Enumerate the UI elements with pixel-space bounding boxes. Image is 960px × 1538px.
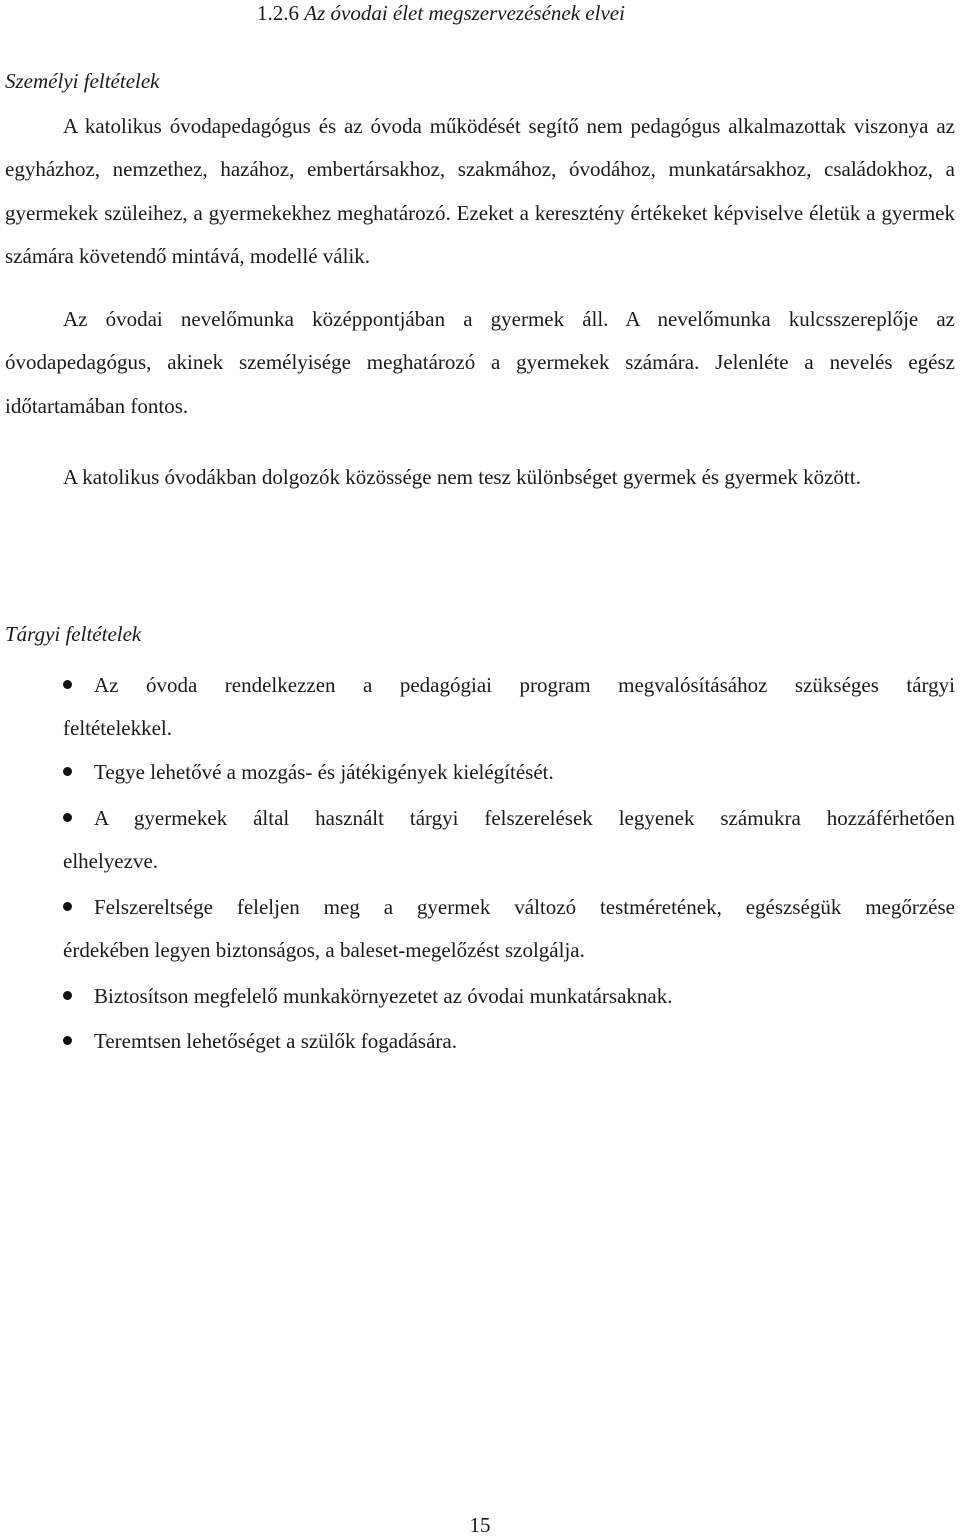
list-item-text: Felszereltsége feleljen meg a gyermek változó testméretének, egészségük megőrzése [94, 895, 955, 919]
list-item-text: Tegye lehetővé a mozgás- és játékigények kielégítését. [94, 760, 554, 784]
bullet-icon [63, 813, 72, 822]
paragraph-1: A katolikus óvodapedagógus és az óvoda működését segítő nem pedagógus alkalmazottak viszonya az egyházhoz, nemzethez, hazához, embertársakhoz, szakmához, óvodához, munkatársakhoz, családokhoz, a gyermekek szüleihez, a gyermekekhez meghatározó. Ezeket a keresztény értékeket képviselve életük a gyermek számára követendő mintává, modellé válik. [5, 114, 955, 269]
bullet-icon [63, 767, 72, 776]
page-number: 15 [469, 1513, 491, 1537]
subheading-personal: Személyi feltételek [5, 69, 160, 93]
list-item [63, 797, 955, 884]
section-title: Az óvodai élet megszervezésének elvei [304, 1, 625, 25]
list-item [63, 751, 955, 794]
list-item-continuation: elhelyezve. [63, 849, 159, 874]
paragraph-2: Az óvodai nevelőmunka középpontjában a gyermek áll. A nevelőmunka kulcsszereplője az óvodapedagógus, akinek személyisége meghatározó a gyermekek számára. Jelenléte a nevelés egész időtartamában fontos. [5, 307, 955, 418]
list-item [63, 975, 955, 1018]
list-item-continuation: feltételekkel. [63, 716, 173, 741]
list-item [63, 886, 955, 973]
list-item-text: Az óvoda rendelkezzen a pedagógiai program megvalósításához szükséges tárgyi [94, 673, 955, 697]
subheading-material: Tárgyi feltételek [5, 622, 142, 646]
bullet-icon [63, 1036, 72, 1045]
list-item [63, 1020, 955, 1063]
paragraph-3: A katolikus óvodákban dolgozók közössége nem tesz különbséget gyermek és gyermek között. [63, 465, 861, 489]
list-item-continuation: érdekében legyen biztonságos, a baleset-megelőzést szolgálja. [63, 938, 585, 963]
bullet-icon [63, 991, 72, 1000]
list-item-text: Biztosítson megfelelő munkakörnyezetet az óvodai munkatársaknak. [94, 984, 673, 1008]
bullet-icon [63, 902, 72, 911]
section-number: 1.2.6 [257, 1, 299, 25]
list-item-text: Teremtsen lehetőséget a szülők fogadására. [94, 1029, 457, 1053]
bullet-icon [63, 680, 72, 689]
section-heading [257, 0, 625, 26]
list-item [63, 664, 955, 751]
list-item-text: A gyermekek által használt tárgyi felszerelések legyenek számukra hozzáférhetően [94, 806, 955, 830]
